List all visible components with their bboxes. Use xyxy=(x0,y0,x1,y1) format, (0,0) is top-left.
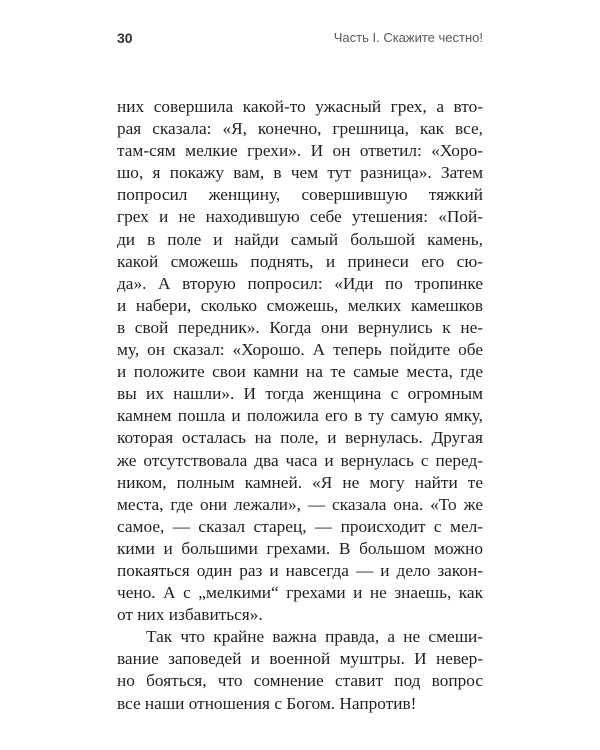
text-line: да». А вторую попросил: «Иди по тропинке xyxy=(117,273,483,293)
text-line: шо, я покажу вам, в чем тут разница». Затем xyxy=(117,163,483,183)
running-head: Часть I. Скажите честно! xyxy=(333,30,483,45)
text-line: там-сям мелкие грехи». И он ответил: «Хоро- xyxy=(117,141,483,161)
text-line: ди в поле и найди самый большой камень, xyxy=(117,229,483,249)
page-number: 30 xyxy=(117,30,133,46)
text-line: Так что крайне важна правда, а не смеши- xyxy=(146,627,483,647)
text-line: покаяться один раз и навсегда — и дело закон- xyxy=(117,560,483,580)
text-line: ником, полным камней. «Я не могу найти те xyxy=(117,472,483,492)
text-line: от них избавиться». xyxy=(117,605,263,625)
text-line: самое, — сказал старец, — происходит с мел- xyxy=(117,516,483,536)
text-line: и положите свои камни на те самые места, где xyxy=(117,362,483,382)
text-line: вы их нашли». И тогда женщина с огромным xyxy=(117,384,483,404)
body-text xyxy=(117,96,483,715)
text-line: но бояться, что сомнение ставит под вопрос xyxy=(117,671,483,691)
text-line: них совершила какой-то ужасный грех, а вто- xyxy=(117,97,483,116)
text-line: чено. А с „мелкими“ грехами и не знаешь, как xyxy=(117,583,483,603)
text-line: кими и большими грехами. В большом можно xyxy=(117,538,483,558)
text-line: грех и не находившую себе утешения: «Пой- xyxy=(117,207,483,227)
text-line: все наши отношения с Богом. Напротив! xyxy=(117,693,417,713)
page-header xyxy=(117,30,483,52)
text-line: места, где они лежали», — сказала она. «То же xyxy=(117,494,483,514)
text-line: му, он сказал: «Хорошо. А теперь пойдите обе xyxy=(117,340,483,360)
text-line: попросил женщину, совершившую тяжкий xyxy=(117,185,483,205)
text-line: камнем пошла и положила его в ту самую ямку, xyxy=(117,406,483,426)
text-line: какой сможешь поднять, и принеси его сю- xyxy=(117,251,483,271)
text-line: и набери, сколько сможешь, мелких камешков xyxy=(117,295,483,315)
text-line: в свой передник». Когда они вернулись к не- xyxy=(117,317,483,337)
text-line: вание заповедей и военной муштры. И невер- xyxy=(117,649,483,669)
text-line: рая сказала: «Я, конечно, грешница, как все, xyxy=(117,119,483,139)
text-line: же отсутствовала два часа и вернулась с перед- xyxy=(117,450,483,470)
text-line: которая осталась на поле, и вернулась. Другая xyxy=(117,428,483,448)
